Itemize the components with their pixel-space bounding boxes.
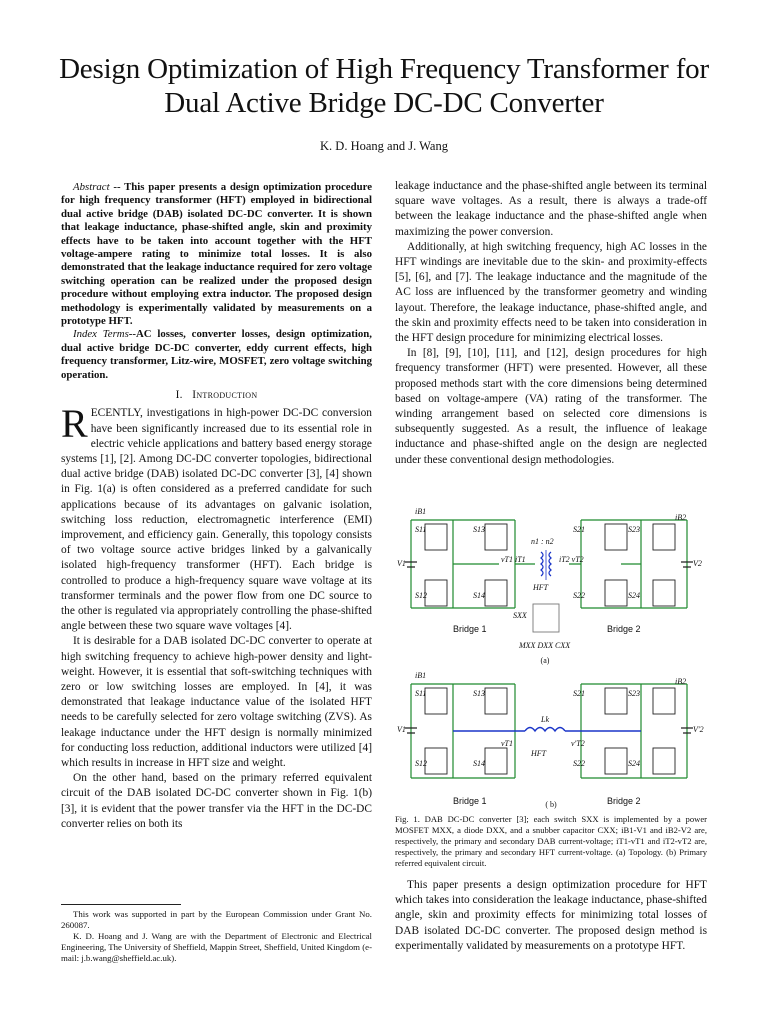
index-terms-lead: Index Terms: [73, 328, 129, 341]
switch-label-s12: S12: [415, 591, 427, 600]
intro-paragraph-2: It is desirable for a DAB isolated DC-DC converter to operate at high switching frequency to achieve high-power density and light-weight. However, it is essential that soft-switching techniques with zero or low switching losses are employed. In [4], it was demonstrated that leakage inductance value of the isolated HFT needs to be carefully selected for zero voltage switching (ZVS). As leakage inductance under the HFT design is normally minimized for conducting loss reduction, additional inductors were utilized [4] which results in increase in HFT size and weight.: [61, 635, 372, 769]
inductor-label: Lk: [541, 715, 549, 724]
drop-cap: R: [61, 401, 88, 447]
dab-circuit-diagram: [395, 500, 707, 812]
right-paragraph-2: Additionally, at high switching frequency, high AC losses in the HFT windings are inevitable due to the skin- and proximity-effects [5], [6], and [7]. The leakage inductance and the magnitude of the AC loss are influenced by the transformer geometry and winding layout. Therefore, the leakage inductance, phase-shifted angle, and the skin and proximity effects need to be taken into consideration in the HFT design procedure for minimizing electrical losses.: [395, 240, 707, 345]
switch-label-s13: S13: [473, 525, 485, 534]
current-label-ib1-b: iB1: [415, 671, 427, 680]
footnote-1: This work was supported in part by the European Commission under Grant No. 260087.: [61, 909, 372, 930]
voltage-label-v2-b: V'2: [693, 725, 704, 734]
paper-authors: K. D. Hoang and J. Wang: [320, 139, 448, 153]
footnotes: [61, 909, 372, 964]
current-label-it2: iT2 vT2: [559, 555, 584, 564]
abstract-text: -- This paper presents a design optimization procedure for high frequency transformer (HFT) employed in bidirectional dual active bridge (DAB) isolated DC-DC converter. It is shown that leakage inductance, phase-shifted angle, skin and proximity effects have to be taken into account together with the HFT voltage-ampere rating to minimize total losses. It is also demonstrated that the leakage inductance required for zero voltage switching operation can be realized under the proposed design procedure without employing extra inductor. The proposed design methodology is experimentally validated by measurements on a prototype HFT.: [61, 181, 372, 328]
bridge1-label-a: Bridge 1: [453, 624, 487, 634]
switch-label-s11: S11: [415, 525, 427, 534]
right-paragraph-1: leakage inductance and the phase-shifted angle between its terminal square wave voltages. As a result, there is always a trade-off between the leakage inductance and the phase-shifted angle when maximizing the power conversion.: [395, 180, 707, 238]
voltage-label-v1: V1: [397, 559, 406, 568]
voltage-label-v2: V2: [693, 559, 702, 568]
turns-ratio-label: n1 : n2: [531, 537, 554, 546]
figure-1: [395, 500, 707, 820]
after-figure-text: [395, 878, 707, 954]
switch-label-s24: S24: [628, 591, 640, 600]
sxx-label: SXX: [513, 611, 527, 620]
switch-label-s22-b: S22: [573, 759, 585, 768]
abstract-lead: Abstract: [73, 181, 110, 193]
voltage-label-vt1: vT1 iT1: [501, 555, 526, 564]
switch-label-s12-b: S12: [415, 759, 427, 768]
switch-label-s23-b: S23: [628, 689, 640, 698]
after-figure-paragraph: This paper presents a design optimization procedure for HFT which takes into consideration the leakage inductance, phase-shifted angle, skin and proximity effects for minimizing total losses of DAB isolated DC-DC converter. The proposed design method is experimentally validated by measurements on a prototype HFT.: [395, 879, 707, 952]
figure-caption: Fig. 1. DAB DC-DC converter [3]; each switch SXX is implemented by a power MOSFET MXX, a diode DXX, and a snubber capacitor CXX; iB1-V1 and iB2-V2 are, respectively, the primary and secondary DAB current-voltage; iT1-vT1 and iT2-vT2 are, respectively, the primary and secondary HFT current-voltage. (a) Topology. (b) Primary referred equivalent circuit.: [395, 814, 707, 868]
switch-label-s21-b: S21: [573, 689, 585, 698]
section-number: I.: [175, 389, 183, 402]
switch-label-s24-b: S24: [628, 759, 640, 768]
intro-paragraph-1: [61, 401, 372, 634]
bridge2-label-a: Bridge 2: [607, 624, 641, 634]
footnote-rule: [61, 904, 181, 905]
bridge2-label-b: Bridge 2: [607, 796, 641, 806]
voltage-label-vt1-b: vT1: [501, 739, 513, 748]
section-heading: [61, 388, 372, 403]
right-column: [395, 179, 707, 468]
current-label-ib2-b: iB2: [675, 677, 687, 686]
paper-title: Design Optimization of High Frequency Transformer for Dual Active Bridge DC-DC Converter: [59, 53, 709, 119]
voltage-label-vt2-b: v'T2: [571, 739, 585, 748]
hft-label-b: HFT: [531, 749, 547, 758]
section-title: Introduction: [192, 389, 258, 402]
index-terms-text: --AC losses, converter losses, design optimization, dual active bridge DC-DC converter, eddy current effects, high frequency transformer, Litz-wire, MOSFET, zero voltage switching operation.: [61, 328, 372, 381]
intro-paragraph-3: On the other hand, based on the primary referred equivalent circuit of the DAB isolated DC-DC converter shown in Fig. 1(b) [3], it is evident that the power transfer via the HFT in the DC-DC converter relies on both its: [61, 772, 372, 830]
bridge1-label-b: Bridge 1: [453, 796, 487, 806]
hft-label-a: HFT: [533, 583, 549, 592]
voltage-label-v1-b: V1: [397, 725, 406, 734]
current-label-ib2: iB2: [675, 513, 687, 522]
index-terms: [61, 328, 372, 382]
intro-p1-text: ECENTLY, investigations in high-power DC-DC conversion have been significantly increased due to its essential role in electric vehicle applications and battery based energy storage systems [1], [2]. Among DC-DC converter topologies, bidirectional dual active bridge (DAB) isolated DC-DC converter [3], [4] shown in Fig. 1(a) is often considered as a preferred candidate for such applications because of its advantages on galvanic isolation, switching loss reduction, electromagnetic interference (EMI) improvement, and efficiency gain. Generally, this topology consists of two voltage source active bridges linked by a galvanically isolated high-frequency transformer (HFT). Each bridge is controlled to produce a high-frequency square wave voltage at its transformer terminals and the power flow from one DC source to the other is regulated via appropriately controlling the phase-shifted angle between these two square wave voltages [4].: [61, 407, 372, 633]
switch-label-s14-b: S14: [473, 759, 485, 768]
abstract: [61, 181, 372, 328]
sublabel-b: ( b): [545, 800, 557, 809]
device-labels: MXX DXX CXX: [519, 641, 571, 650]
footnote-2: K. D. Hoang and J. Wang are with the Department of Electronic and Electrical Engineering, The University of Sheffield, Mappin Street, Sheffield, United Kingdom (e-mail: j.b.wang@sheffield.ac.uk).: [61, 931, 372, 963]
switch-label-s23: S23: [628, 525, 640, 534]
current-label-ib1: iB1: [415, 507, 427, 516]
right-paragraph-3: In [8], [9], [10], [11], and [12], design procedures for high frequency transformer (HFT) were presented. However, all these proposed methods start with the core dimensions being determined based on voltage-ampere (VA) rating of the transformer. The winding arrangement based on selected core dimensions is subsequently suggested. As a result, the influence of leakage inductance and phase-shifted angle on the design are neglected under these conventional design methodologies.: [395, 347, 707, 466]
switch-label-s22: S22: [573, 591, 585, 600]
switch-label-s21: S21: [573, 525, 585, 534]
left-column: [61, 181, 372, 832]
switch-label-s11-b: S11: [415, 689, 427, 698]
switch-label-s13-b: S13: [473, 689, 485, 698]
switch-label-s14: S14: [473, 591, 485, 600]
sublabel-a: (a): [540, 656, 550, 665]
